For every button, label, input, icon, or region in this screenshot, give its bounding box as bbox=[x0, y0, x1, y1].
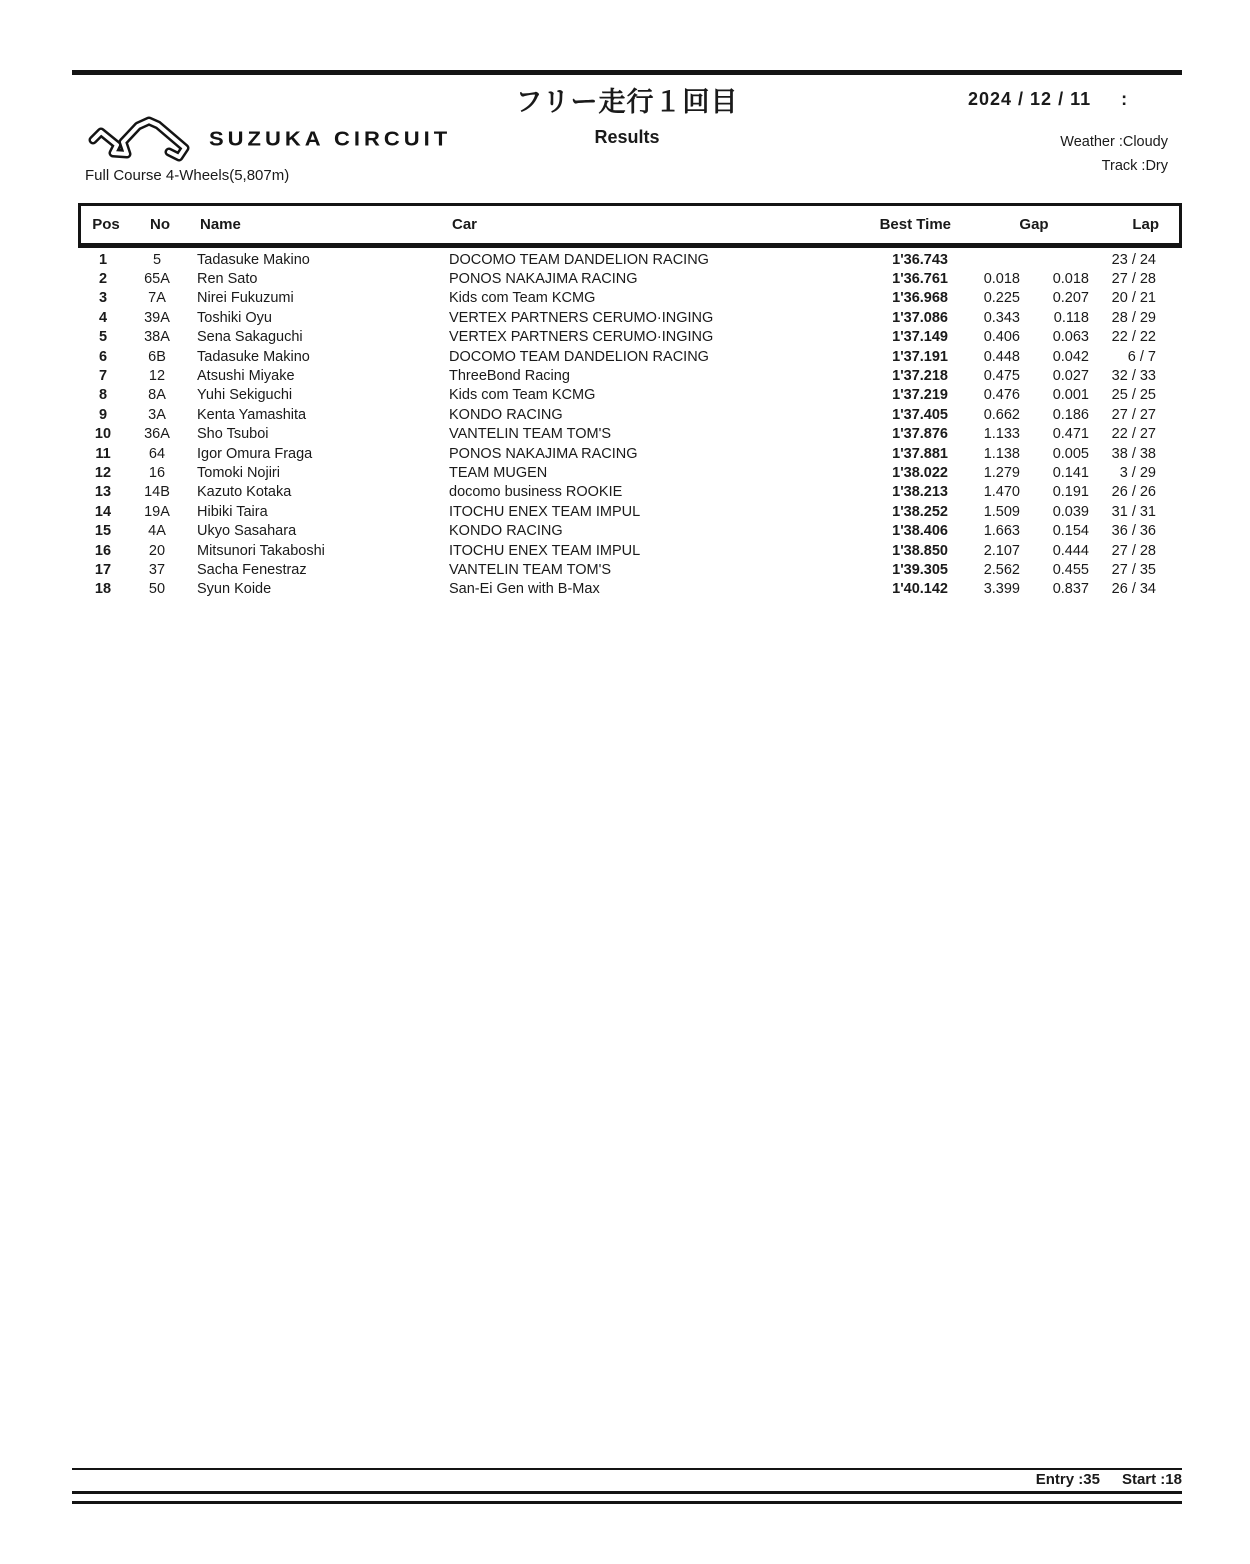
car-no-cell: 50 bbox=[148, 581, 166, 598]
lap-cell: 27 / 28 bbox=[1111, 542, 1156, 559]
driver-name-cell: Sena Sakaguchi bbox=[197, 329, 303, 346]
pos-cell: 7 bbox=[98, 368, 108, 385]
team-cell: DOCOMO TEAM DANDELION RACING bbox=[449, 251, 709, 268]
best-time-cell: 1'36.761 bbox=[892, 271, 948, 288]
table-row bbox=[78, 463, 1156, 482]
team-cell: ThreeBond Racing bbox=[449, 368, 570, 385]
best-time-cell: 1'36.743 bbox=[892, 251, 948, 268]
driver-name-cell: Atsushi Miyake bbox=[197, 368, 295, 385]
table-row bbox=[78, 269, 1156, 288]
gap-cell: 0.225 bbox=[983, 290, 1020, 307]
driver-name-cell: Sacha Fenestraz bbox=[197, 561, 307, 578]
date-text: 2024 / 12 / 11 bbox=[968, 89, 1092, 109]
driver-name-cell: Sho Tsuboi bbox=[197, 426, 269, 443]
team-cell: VANTELIN TEAM TOM'S bbox=[449, 426, 612, 443]
car-no-cell: 38A bbox=[144, 329, 170, 346]
gap-cell: 1.509 bbox=[983, 503, 1020, 520]
interval-cell: 0.063 bbox=[1052, 329, 1089, 346]
driver-name-cell: Tadasuke Makino bbox=[197, 251, 310, 268]
gap-cell: 3.399 bbox=[983, 581, 1020, 598]
best-time-cell: 1'37.405 bbox=[892, 406, 948, 423]
gap-cell: 1.279 bbox=[983, 464, 1020, 481]
lap-cell: 25 / 25 bbox=[1111, 387, 1156, 404]
driver-name-cell: Hibiki Taira bbox=[197, 503, 268, 520]
car-no-cell: 16 bbox=[148, 464, 166, 481]
lap-cell: 27 / 28 bbox=[1111, 271, 1156, 288]
table-row bbox=[78, 250, 1156, 269]
team-cell: ITOCHU ENEX TEAM IMPUL bbox=[449, 542, 641, 559]
driver-name-cell: Tomoki Nojiri bbox=[197, 464, 280, 481]
lap-cell: 3 / 29 bbox=[1119, 464, 1156, 481]
car-no-cell: 65A bbox=[144, 271, 170, 288]
car-no-cell: 12 bbox=[148, 368, 166, 385]
pos-cell: 5 bbox=[98, 329, 108, 346]
lap-cell: 26 / 26 bbox=[1111, 484, 1156, 501]
table-row bbox=[78, 386, 1156, 405]
interval-cell: 0.207 bbox=[1052, 290, 1089, 307]
car-no-cell: 3A bbox=[148, 406, 166, 423]
table-row bbox=[78, 444, 1156, 463]
interval-cell: 0.191 bbox=[1052, 484, 1089, 501]
pos-cell: 15 bbox=[94, 523, 112, 540]
gap-cell: 0.662 bbox=[983, 406, 1020, 423]
table-row bbox=[78, 425, 1156, 444]
table-row bbox=[78, 580, 1156, 599]
team-cell: KONDO RACING bbox=[449, 523, 563, 540]
interval-cell: 0.455 bbox=[1052, 561, 1089, 578]
table-row bbox=[78, 541, 1156, 560]
column-header-lap: Lap bbox=[1132, 216, 1159, 233]
table-row bbox=[78, 502, 1156, 521]
team-cell: PONOS NAKAJIMA RACING bbox=[449, 445, 638, 462]
pos-cell: 11 bbox=[95, 445, 111, 462]
column-header-name: Name bbox=[200, 216, 241, 233]
gap-cell: 0.406 bbox=[983, 329, 1020, 346]
best-time-cell: 1'37.219 bbox=[892, 387, 948, 404]
results-label: Results bbox=[594, 127, 660, 147]
car-no-cell: 37 bbox=[148, 561, 166, 578]
gap-cell: 0.343 bbox=[983, 309, 1020, 326]
car-no-cell: 19A bbox=[144, 503, 170, 520]
team-cell: Kids com Team KCMG bbox=[449, 290, 596, 307]
interval-cell: 0.039 bbox=[1052, 503, 1089, 520]
pos-cell: 18 bbox=[94, 581, 112, 598]
pos-cell: 12 bbox=[94, 464, 112, 481]
interval-cell: 0.471 bbox=[1052, 426, 1089, 443]
team-cell: KONDO RACING bbox=[449, 406, 563, 423]
driver-name-cell: Yuhi Sekiguchi bbox=[197, 387, 293, 404]
table-row bbox=[78, 308, 1156, 327]
car-no-cell: 6B bbox=[148, 348, 166, 365]
table-row bbox=[78, 405, 1156, 424]
gap-cell: 2.107 bbox=[983, 542, 1020, 559]
interval-cell: 0.001 bbox=[1052, 387, 1089, 404]
team-cell: PONOS NAKAJIMA RACING bbox=[449, 271, 638, 288]
driver-name-cell: Mitsunori Takaboshi bbox=[197, 542, 325, 559]
car-no-cell: 36A bbox=[144, 426, 170, 443]
pos-cell: 9 bbox=[98, 406, 108, 423]
interval-cell: 0.837 bbox=[1052, 581, 1089, 598]
footer-rule-bottom bbox=[72, 1501, 1182, 1504]
driver-name-cell: Syun Koide bbox=[197, 581, 272, 598]
interval-cell: 0.141 bbox=[1052, 464, 1089, 481]
best-time-cell: 1'36.968 bbox=[892, 290, 948, 307]
interval-cell: 0.042 bbox=[1052, 348, 1089, 365]
best-time-cell: 1'39.305 bbox=[892, 561, 948, 578]
pos-cell: 6 bbox=[98, 348, 108, 365]
team-cell: docomo business ROOKIE bbox=[449, 484, 623, 501]
table-row bbox=[78, 521, 1156, 540]
pos-cell: 17 bbox=[94, 561, 112, 578]
interval-cell: 0.444 bbox=[1052, 542, 1089, 559]
gap-cell: 0.476 bbox=[983, 387, 1020, 404]
results-rows bbox=[78, 250, 1156, 599]
best-time-cell: 1'38.213 bbox=[892, 484, 948, 501]
column-header-car: Car bbox=[452, 216, 478, 233]
team-cell: San-Ei Gen with B-Max bbox=[449, 581, 600, 598]
driver-name-cell: Ukyo Sasahara bbox=[197, 523, 297, 540]
track-label: Track :Dry bbox=[1101, 158, 1168, 174]
table-row bbox=[78, 483, 1156, 502]
lap-cell: 28 / 29 bbox=[1111, 309, 1156, 326]
pos-cell: 1 bbox=[98, 251, 108, 268]
entry-count: Entry :35 bbox=[1035, 1471, 1100, 1488]
driver-name-cell: Kenta Yamashita bbox=[197, 406, 307, 423]
gap-cell: 1.133 bbox=[983, 426, 1020, 443]
session-date bbox=[968, 89, 1128, 110]
best-time-cell: 1'37.876 bbox=[892, 426, 948, 443]
lap-cell: 38 / 38 bbox=[1111, 445, 1156, 462]
lap-cell: 31 / 31 bbox=[1111, 503, 1156, 520]
interval-cell: 0.118 bbox=[1053, 309, 1089, 326]
driver-name-cell: Nirei Fukuzumi bbox=[197, 290, 294, 307]
weather-label: Weather :Cloudy bbox=[1060, 134, 1168, 150]
lap-cell: 22 / 22 bbox=[1111, 329, 1156, 346]
driver-name-cell: Tadasuke Makino bbox=[197, 348, 310, 365]
pos-cell: 14 bbox=[94, 503, 112, 520]
car-no-cell: 7A bbox=[148, 290, 166, 307]
session-title: フリー走行１回目 bbox=[515, 87, 739, 117]
best-time-cell: 1'38.406 bbox=[892, 523, 948, 540]
team-cell: VERTEX PARTNERS CERUMO·INGING bbox=[449, 309, 714, 326]
car-no-cell: 14B bbox=[144, 484, 170, 501]
gap-cell: 0.448 bbox=[983, 348, 1020, 365]
car-no-cell: 8A bbox=[148, 387, 166, 404]
best-time-cell: 1'37.149 bbox=[892, 329, 948, 346]
lap-cell: 26 / 34 bbox=[1111, 581, 1156, 598]
team-cell: DOCOMO TEAM DANDELION RACING bbox=[449, 348, 709, 365]
lap-cell: 6 / 7 bbox=[1127, 348, 1156, 365]
time-colon: : bbox=[1121, 89, 1129, 109]
course-info: Full Course 4-Wheels(5,807m) bbox=[85, 167, 290, 184]
table-row bbox=[78, 289, 1156, 308]
pos-cell: 8 bbox=[98, 387, 108, 404]
table-row bbox=[78, 328, 1156, 347]
gap-cell: 1.663 bbox=[983, 523, 1020, 540]
car-no-cell: 39A bbox=[144, 309, 170, 326]
driver-name-cell: Ren Sato bbox=[197, 271, 258, 288]
pos-cell: 4 bbox=[98, 309, 108, 326]
car-no-cell: 4A bbox=[148, 523, 166, 540]
table-row bbox=[78, 347, 1156, 366]
circuit-name: SUZUKA CIRCUIT bbox=[209, 127, 452, 151]
team-cell: VANTELIN TEAM TOM'S bbox=[449, 561, 612, 578]
gap-cell: 2.562 bbox=[983, 561, 1020, 578]
column-header-no: No bbox=[150, 216, 170, 233]
car-no-cell: 20 bbox=[148, 542, 166, 559]
team-cell: ITOCHU ENEX TEAM IMPUL bbox=[449, 503, 641, 520]
best-time-cell: 1'37.881 bbox=[892, 445, 948, 462]
gap-cell: 1.138 bbox=[983, 445, 1020, 462]
best-time-cell: 1'38.850 bbox=[892, 542, 948, 559]
lap-cell: 22 / 27 bbox=[1111, 426, 1156, 443]
driver-name-cell: Kazuto Kotaka bbox=[197, 484, 292, 501]
team-cell: VERTEX PARTNERS CERUMO·INGING bbox=[449, 329, 714, 346]
best-time-cell: 1'37.218 bbox=[892, 368, 948, 385]
top-rule bbox=[72, 70, 1182, 75]
table-row bbox=[78, 366, 1156, 385]
interval-cell: 0.018 bbox=[1052, 271, 1089, 288]
lap-cell: 20 / 21 bbox=[1111, 290, 1156, 307]
team-cell: TEAM MUGEN bbox=[449, 464, 548, 481]
table-row bbox=[78, 560, 1156, 579]
footer-rule-middle bbox=[72, 1491, 1182, 1494]
lap-cell: 27 / 27 bbox=[1111, 406, 1156, 423]
lap-cell: 23 / 24 bbox=[1111, 251, 1156, 268]
car-no-cell: 64 bbox=[148, 445, 166, 462]
footer-counts bbox=[1036, 1471, 1182, 1488]
best-time-cell: 1'37.191 bbox=[892, 348, 948, 365]
pos-cell: 10 bbox=[94, 426, 112, 443]
interval-cell: 0.154 bbox=[1052, 523, 1089, 540]
best-time-cell: 1'40.142 bbox=[892, 581, 948, 598]
lap-cell: 32 / 33 bbox=[1111, 368, 1156, 385]
team-cell: Kids com Team KCMG bbox=[449, 387, 596, 404]
pos-cell: 13 bbox=[94, 484, 112, 501]
best-time-cell: 1'38.022 bbox=[892, 464, 948, 481]
start-count: Start :18 bbox=[1121, 1471, 1182, 1488]
interval-cell: 0.005 bbox=[1052, 445, 1089, 462]
car-no-cell: 5 bbox=[152, 251, 162, 268]
driver-name-cell: Igor Omura Fraga bbox=[197, 445, 313, 462]
best-time-cell: 1'38.252 bbox=[892, 503, 948, 520]
column-header-pos: Pos bbox=[92, 216, 120, 233]
gap-cell: 1.470 bbox=[983, 484, 1020, 501]
lap-cell: 36 / 36 bbox=[1111, 523, 1156, 540]
gap-cell: 0.475 bbox=[983, 368, 1020, 385]
gap-cell: 0.018 bbox=[983, 271, 1020, 288]
interval-cell: 0.186 bbox=[1052, 406, 1089, 423]
best-time-cell: 1'37.086 bbox=[892, 309, 948, 326]
interval-cell: 0.027 bbox=[1052, 368, 1089, 385]
lap-cell: 27 / 35 bbox=[1111, 561, 1156, 578]
pos-cell: 2 bbox=[98, 271, 108, 288]
footer-rule-top bbox=[72, 1468, 1182, 1470]
pos-cell: 3 bbox=[98, 290, 108, 307]
pos-cell: 16 bbox=[94, 542, 112, 559]
column-header-gap: Gap bbox=[1019, 216, 1049, 233]
table-header bbox=[78, 203, 1182, 248]
driver-name-cell: Toshiki Oyu bbox=[197, 309, 272, 326]
column-header-best-time: Best Time bbox=[879, 216, 951, 233]
